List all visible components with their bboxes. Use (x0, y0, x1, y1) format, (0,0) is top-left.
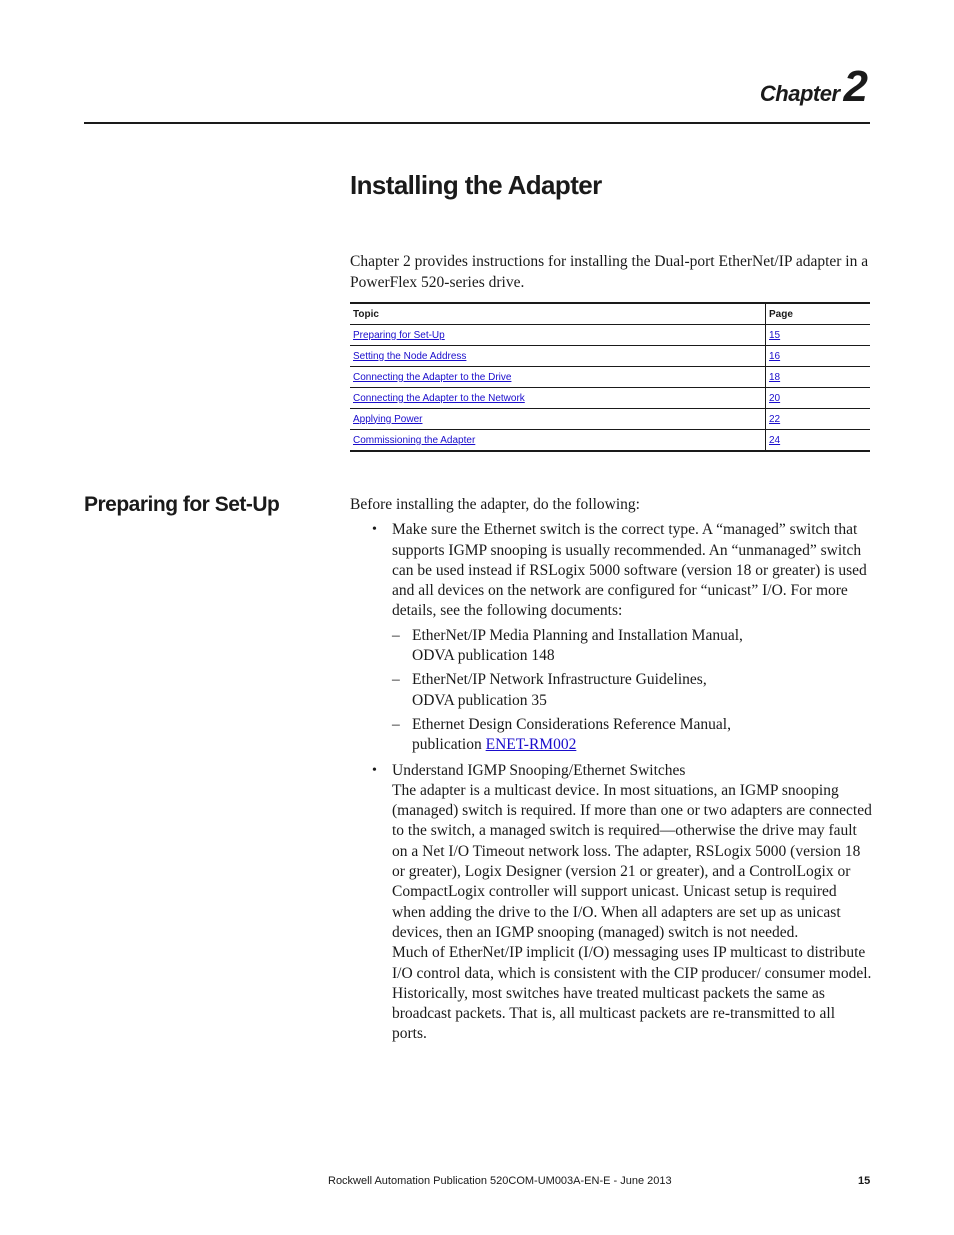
page-link[interactable]: 15 (769, 329, 781, 341)
topic-column-header: Topic (350, 303, 766, 325)
lead-sentence: Before installing the adapter, do the following: (350, 496, 640, 513)
page-link[interactable]: 16 (769, 350, 781, 362)
document-publication: ODVA publication 35 (412, 691, 547, 709)
topic-link[interactable]: Applying Power (353, 413, 423, 425)
bullet-text: Understand IGMP Snooping/Ethernet Switches (392, 761, 686, 779)
topic-link[interactable]: Preparing for Set-Up (353, 329, 445, 341)
dash-icon: – (392, 715, 400, 733)
document-item (350, 715, 872, 756)
publication-prefix: publication (412, 736, 486, 754)
chapter-number: 2 (843, 62, 868, 111)
topic-link[interactable]: Commissioning the Adapter (353, 434, 476, 446)
document-title: Ethernet Design Considerations Reference Manual, (412, 715, 731, 733)
bullet-text: Make sure the Ethernet switch is the correct type. A “managed” switch that supports IGMP snooping is usually recommended. An “unmanaged” switch can be used instead if RSLogix 5000 software (version 18 or greater) is used and all devices on the network are configured for “unicast” I/O. For more details, see the following documents: (392, 521, 867, 620)
bullet-icon: • (372, 522, 377, 538)
topic-table (350, 302, 870, 452)
table-row (350, 409, 870, 430)
page-link[interactable]: 20 (769, 392, 781, 404)
bullet-icon: • (372, 762, 377, 778)
page-link[interactable]: 18 (769, 371, 781, 383)
section-body (350, 495, 872, 1045)
page-title: Installing the Adapter (350, 170, 602, 200)
chapter-label (760, 62, 868, 112)
document-item (350, 670, 872, 711)
document-title: EtherNet/IP Network Infrastructure Guidelines, (412, 671, 707, 689)
body-paragraph: The adapter is a multicast device. In most situations, an IGMP snooping (managed) switch is required. If more than one or two adapters are connected to the switch, a managed switch is required—otherwise the drive may fault on a Net I/O Timeout network loss. The adapter, RSLogix 5000 (version 18 or greater), Logix Designer (version 21 or greater), and a ControlLogix or CompactLogix controller will support unicast. Unicast setup is required when adding the drive to the I/O. When all adapters are set up as unicast devices, then an IGMP snooping (managed) switch is not needed. (392, 781, 872, 941)
topic-link[interactable]: Connecting the Adapter to the Network (353, 392, 525, 404)
page-link[interactable]: 24 (769, 434, 781, 446)
table-row (350, 325, 870, 346)
document-publication (412, 735, 872, 755)
chapter-word: Chapter (759, 81, 840, 106)
topic-link[interactable]: Connecting the Adapter to the Drive (353, 371, 512, 383)
table-header-row (350, 303, 870, 325)
table-row (350, 388, 870, 409)
header-rule (84, 122, 870, 124)
page-number: 15 (858, 1175, 871, 1187)
page-column-header: Page (766, 303, 871, 325)
dash-icon: – (392, 626, 400, 644)
page-link[interactable]: 22 (769, 413, 781, 425)
table-row (350, 346, 870, 367)
document-item (350, 626, 872, 667)
enet-rm002-link[interactable]: ENET-RM002 (485, 736, 577, 754)
body-paragraph: Much of EtherNet/IP implicit (I/O) messaging uses IP multicast to distribute I/O control data, which is consistent with the CIP producer/ consumer model. Historically, most switches have treated multicast packets the same as broadcast packets. That is, all multicast packets are re-transmitted to all ports. (392, 944, 872, 1043)
table-row (350, 367, 870, 388)
document-publication: ODVA publication 148 (412, 647, 555, 665)
table-row (350, 430, 870, 452)
topic-link[interactable]: Setting the Node Address (353, 350, 467, 362)
footer-publication: Rockwell Automation Publication 520COM-UM003A-EN-E - June 2013 (328, 1175, 672, 1187)
dash-icon: – (392, 671, 400, 689)
bullet-item (350, 520, 872, 621)
intro-paragraph: Chapter 2 provides instructions for installing the Dual-port EtherNet/IP adapter in a PowerFlex 520-series drive. (350, 253, 869, 291)
bullet-item (350, 761, 872, 781)
section-heading: Preparing for Set-Up (84, 493, 280, 516)
document-title: EtherNet/IP Media Planning and Installation Manual, (412, 626, 743, 644)
